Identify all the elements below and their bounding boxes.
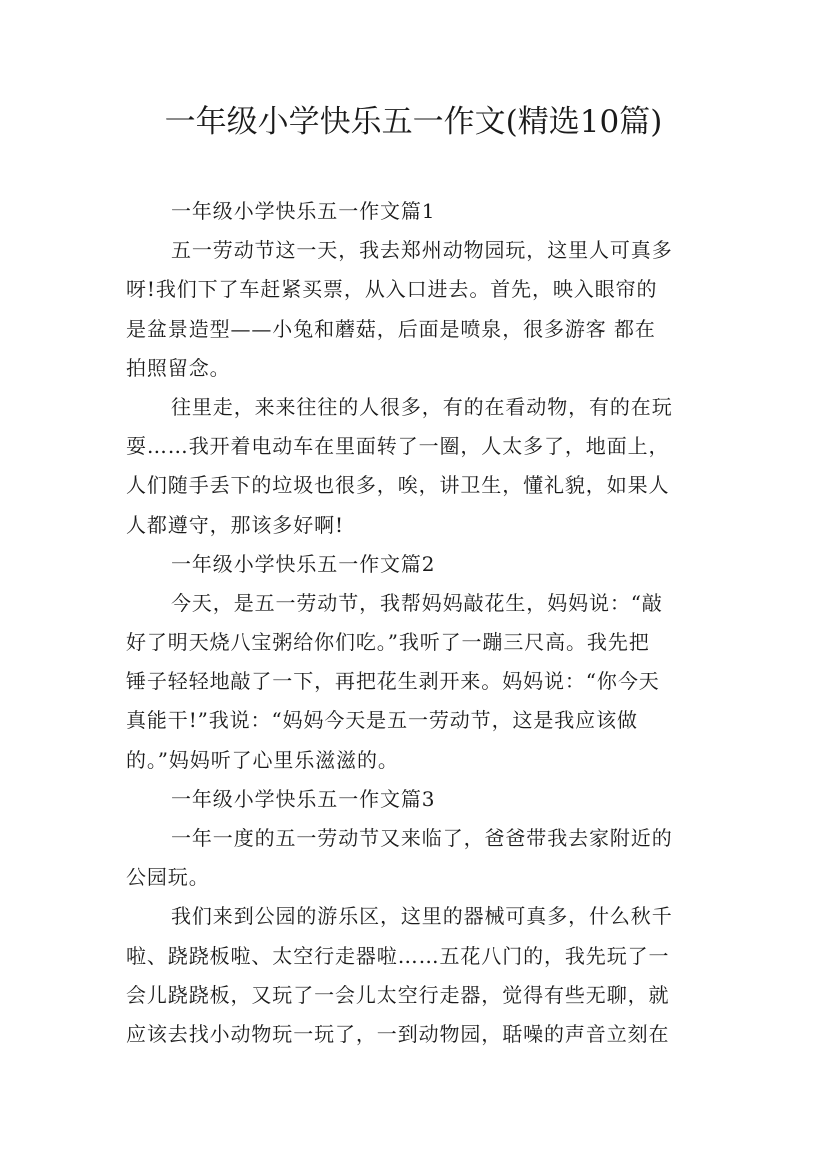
text-line: 的。”妈妈听了心里乐滋滋的。 [126, 747, 399, 772]
text-line: 锤子轻轻地敲了一下，再把花生剥开来。妈妈说：“你今天 [126, 669, 660, 694]
text-line: 拍照留念。 [126, 355, 231, 380]
text-line: 呀!我们下了车赶紧买票，从入口进去。首先，映入眼帘的 [126, 277, 658, 302]
text-line: 我们来到公园的游乐区，这里的器械可真多，什么秋千 [171, 904, 673, 929]
text-line: 往里走，来来往往的人很多，有的在看动物，有的在玩 [171, 394, 673, 419]
text-line: 五一劳动节这一天，我去郑州动物园玩，这里人可真多 [171, 238, 673, 263]
document-title: 一年级小学快乐五一作文(精选10篇) [164, 104, 663, 140]
text-line: 会儿跷跷板，又玩了一会儿太空行走器，觉得有些无聊，就 [126, 982, 670, 1007]
text-line: 一年级小学快乐五一作文篇2 [171, 551, 436, 576]
text-line: 啦、跷跷板啦、太空行走器啦……五花八门的，我先玩了一 [126, 943, 670, 968]
text-line: 一年级小学快乐五一作文篇3 [171, 786, 436, 811]
text-line: 一年级小学快乐五一作文篇1 [171, 199, 436, 223]
text-line: 人们随手丢下的垃圾也很多，唉，讲卫生，懂礼貌，如果人 [126, 473, 670, 498]
text-line: 一年一度的五一劳动节又来临了，爸爸带我去家附近的 [171, 826, 673, 850]
text-line: 好了明天烧八宝粥给你们吃。”我听了一蹦三尺高。我先把 [126, 630, 650, 655]
text-line: 耍……我开着电动车在里面转了一圈，人太多了，地面上， [126, 434, 670, 459]
document-body [126, 192, 706, 1054]
text-line: 真能干!”我说：“妈妈今天是五一劳动节，这是我应该做 [126, 708, 638, 733]
text-line: 应该去找小动物玩一玩了，一到动物园，聒噪的声音立刻在 [126, 1021, 670, 1046]
text-line: 公园玩。 [126, 865, 210, 890]
text-line: 是盆景造型——小兔和蘑菇，后面是喷泉，很多游客 都在 [126, 316, 656, 341]
text-line: 今天，是五一劳动节，我帮妈妈敲花生，妈妈说：“敲 [171, 590, 663, 615]
text-line: 人都遵守，那该多好啊! [126, 512, 344, 537]
